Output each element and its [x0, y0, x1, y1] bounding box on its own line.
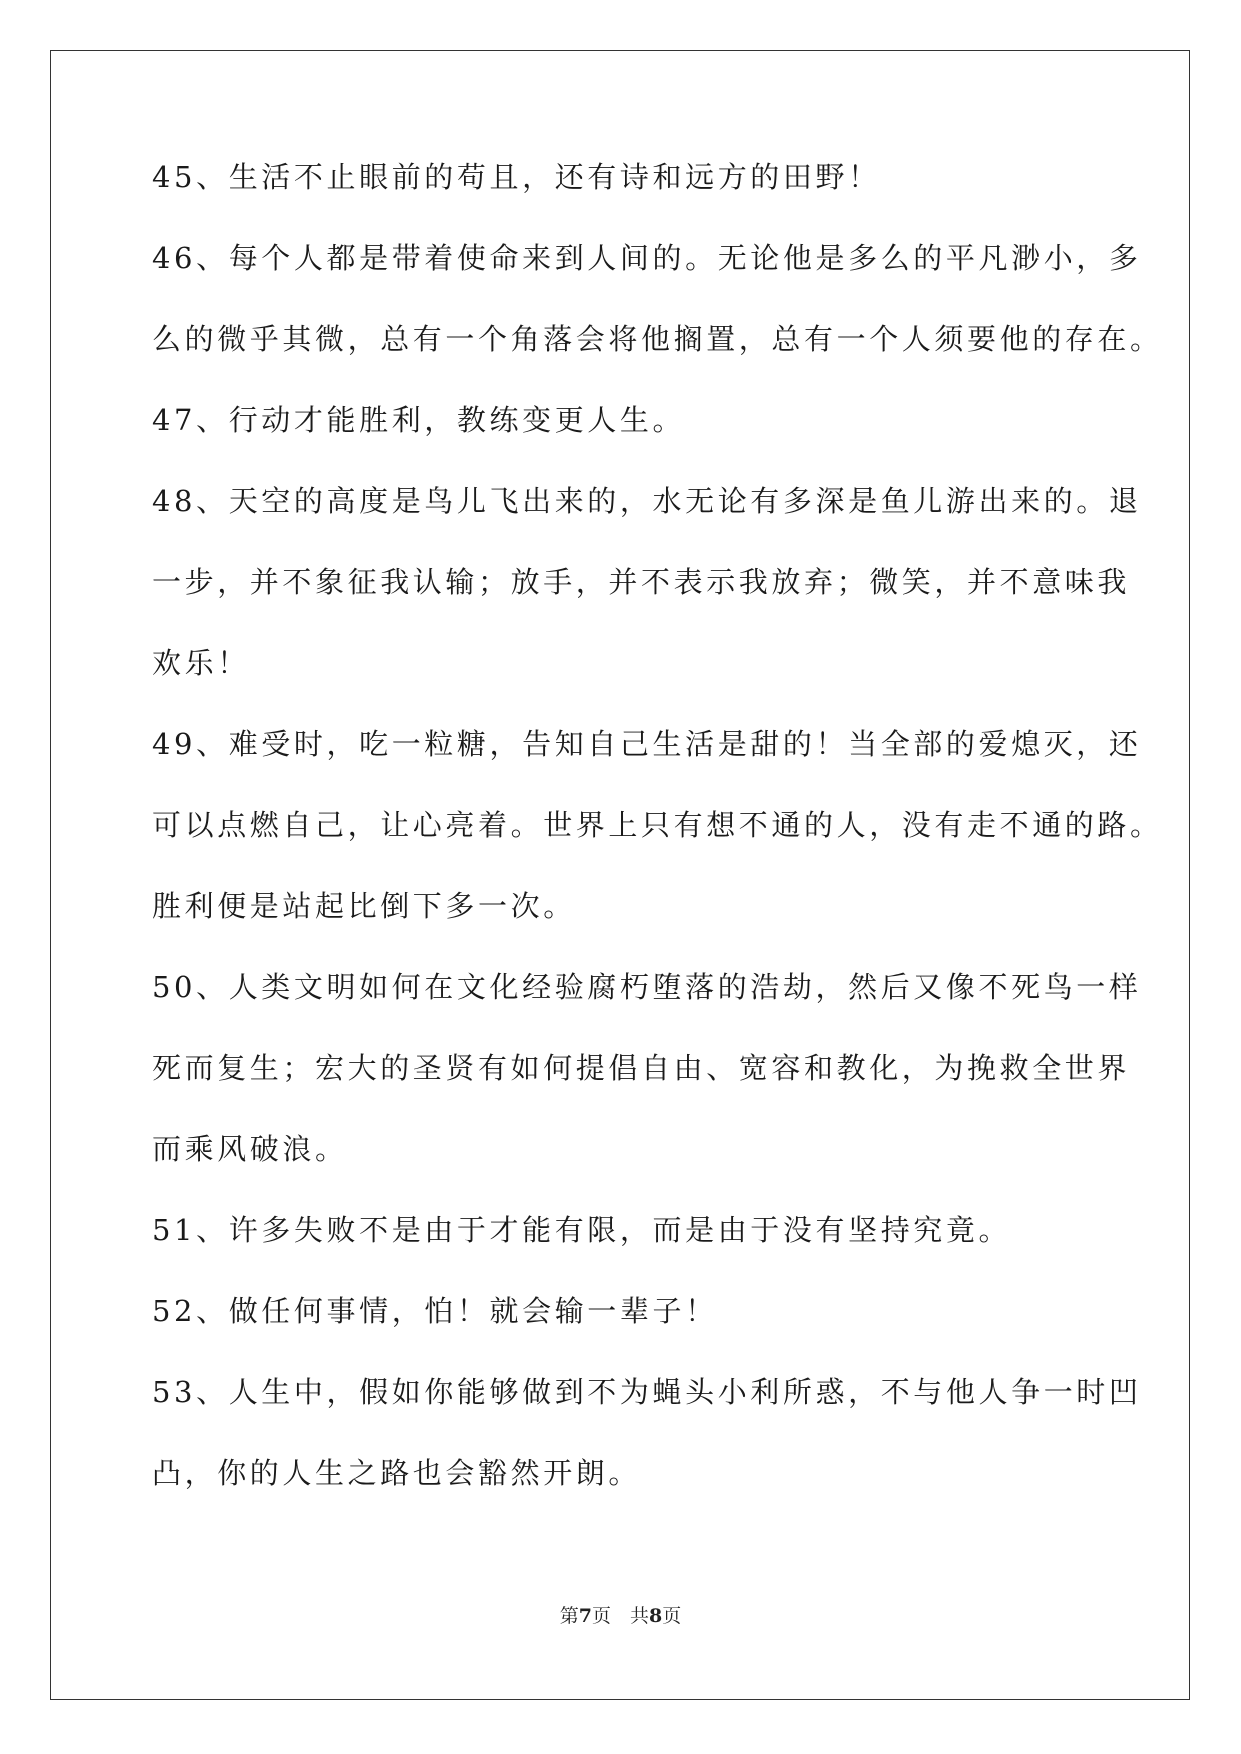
paragraph-45	[152, 157, 1092, 238]
text-line: 欢乐！	[152, 646, 250, 680]
text-line: 胜利便是站起比倒下多一次。	[152, 889, 576, 923]
paragraph-53	[152, 1372, 1142, 1534]
text-line: 一步，并不象征我认输；放手，并不表示我放弃；微笑，并不意味我	[152, 565, 1131, 599]
paragraph-51	[152, 1210, 1092, 1291]
document-body	[152, 157, 1163, 1534]
text-line: 52、做任何事情，怕！就会输一辈子！	[152, 1294, 718, 1328]
footer-prefix: 第	[559, 1605, 579, 1627]
footer-middle: 页 共	[591, 1605, 649, 1627]
paragraph-48	[152, 481, 1142, 724]
paragraph-46	[152, 238, 1163, 400]
text-line: 么的微乎其微，总有一个角落会将他搁置，总有一个人须要他的存在。	[152, 322, 1163, 356]
text-line: 死而复生；宏大的圣贤有如何提倡自由、宽容和教化，为挽救全世界	[152, 1051, 1131, 1085]
text-line: 45、生活不止眼前的苟且，还有诗和远方的田野！	[152, 160, 881, 194]
text-line: 47、行动才能胜利，教练变更人生。	[152, 403, 686, 437]
current-page-number: 7	[578, 1605, 592, 1627]
text-line: 可以点燃自己，让心亮着。世界上只有想不通的人，没有走不通的路。	[152, 808, 1163, 842]
page-number-footer	[0, 1604, 1241, 1628]
text-line: 50、人类文明如何在文化经验腐朽堕落的浩劫，然后又像不死鸟一样	[152, 970, 1142, 1004]
paragraph-47	[152, 400, 1092, 481]
text-line: 53、人生中，假如你能够做到不为蝇头小利所惑，不与他人争一时凹	[152, 1375, 1142, 1409]
text-line: 48、天空的高度是鸟儿飞出来的，水无论有多深是鱼儿游出来的。退	[152, 484, 1142, 518]
paragraph-52	[152, 1291, 1092, 1372]
text-line: 46、每个人都是带着使命来到人间的。无论他是多么的平凡渺小，多	[152, 241, 1142, 275]
paragraph-50	[152, 967, 1142, 1210]
total-pages-number: 8	[649, 1605, 663, 1627]
footer-suffix: 页	[662, 1605, 682, 1627]
text-line: 49、难受时，吃一粒糖，告知自己生活是甜的！当全部的爱熄灭，还	[152, 727, 1142, 761]
text-line: 而乘风破浪。	[152, 1132, 348, 1166]
text-line: 凸，你的人生之路也会豁然开朗。	[152, 1456, 642, 1490]
paragraph-49	[152, 724, 1163, 967]
text-line: 51、许多失败不是由于才能有限，而是由于没有坚持究竟。	[152, 1213, 1012, 1247]
